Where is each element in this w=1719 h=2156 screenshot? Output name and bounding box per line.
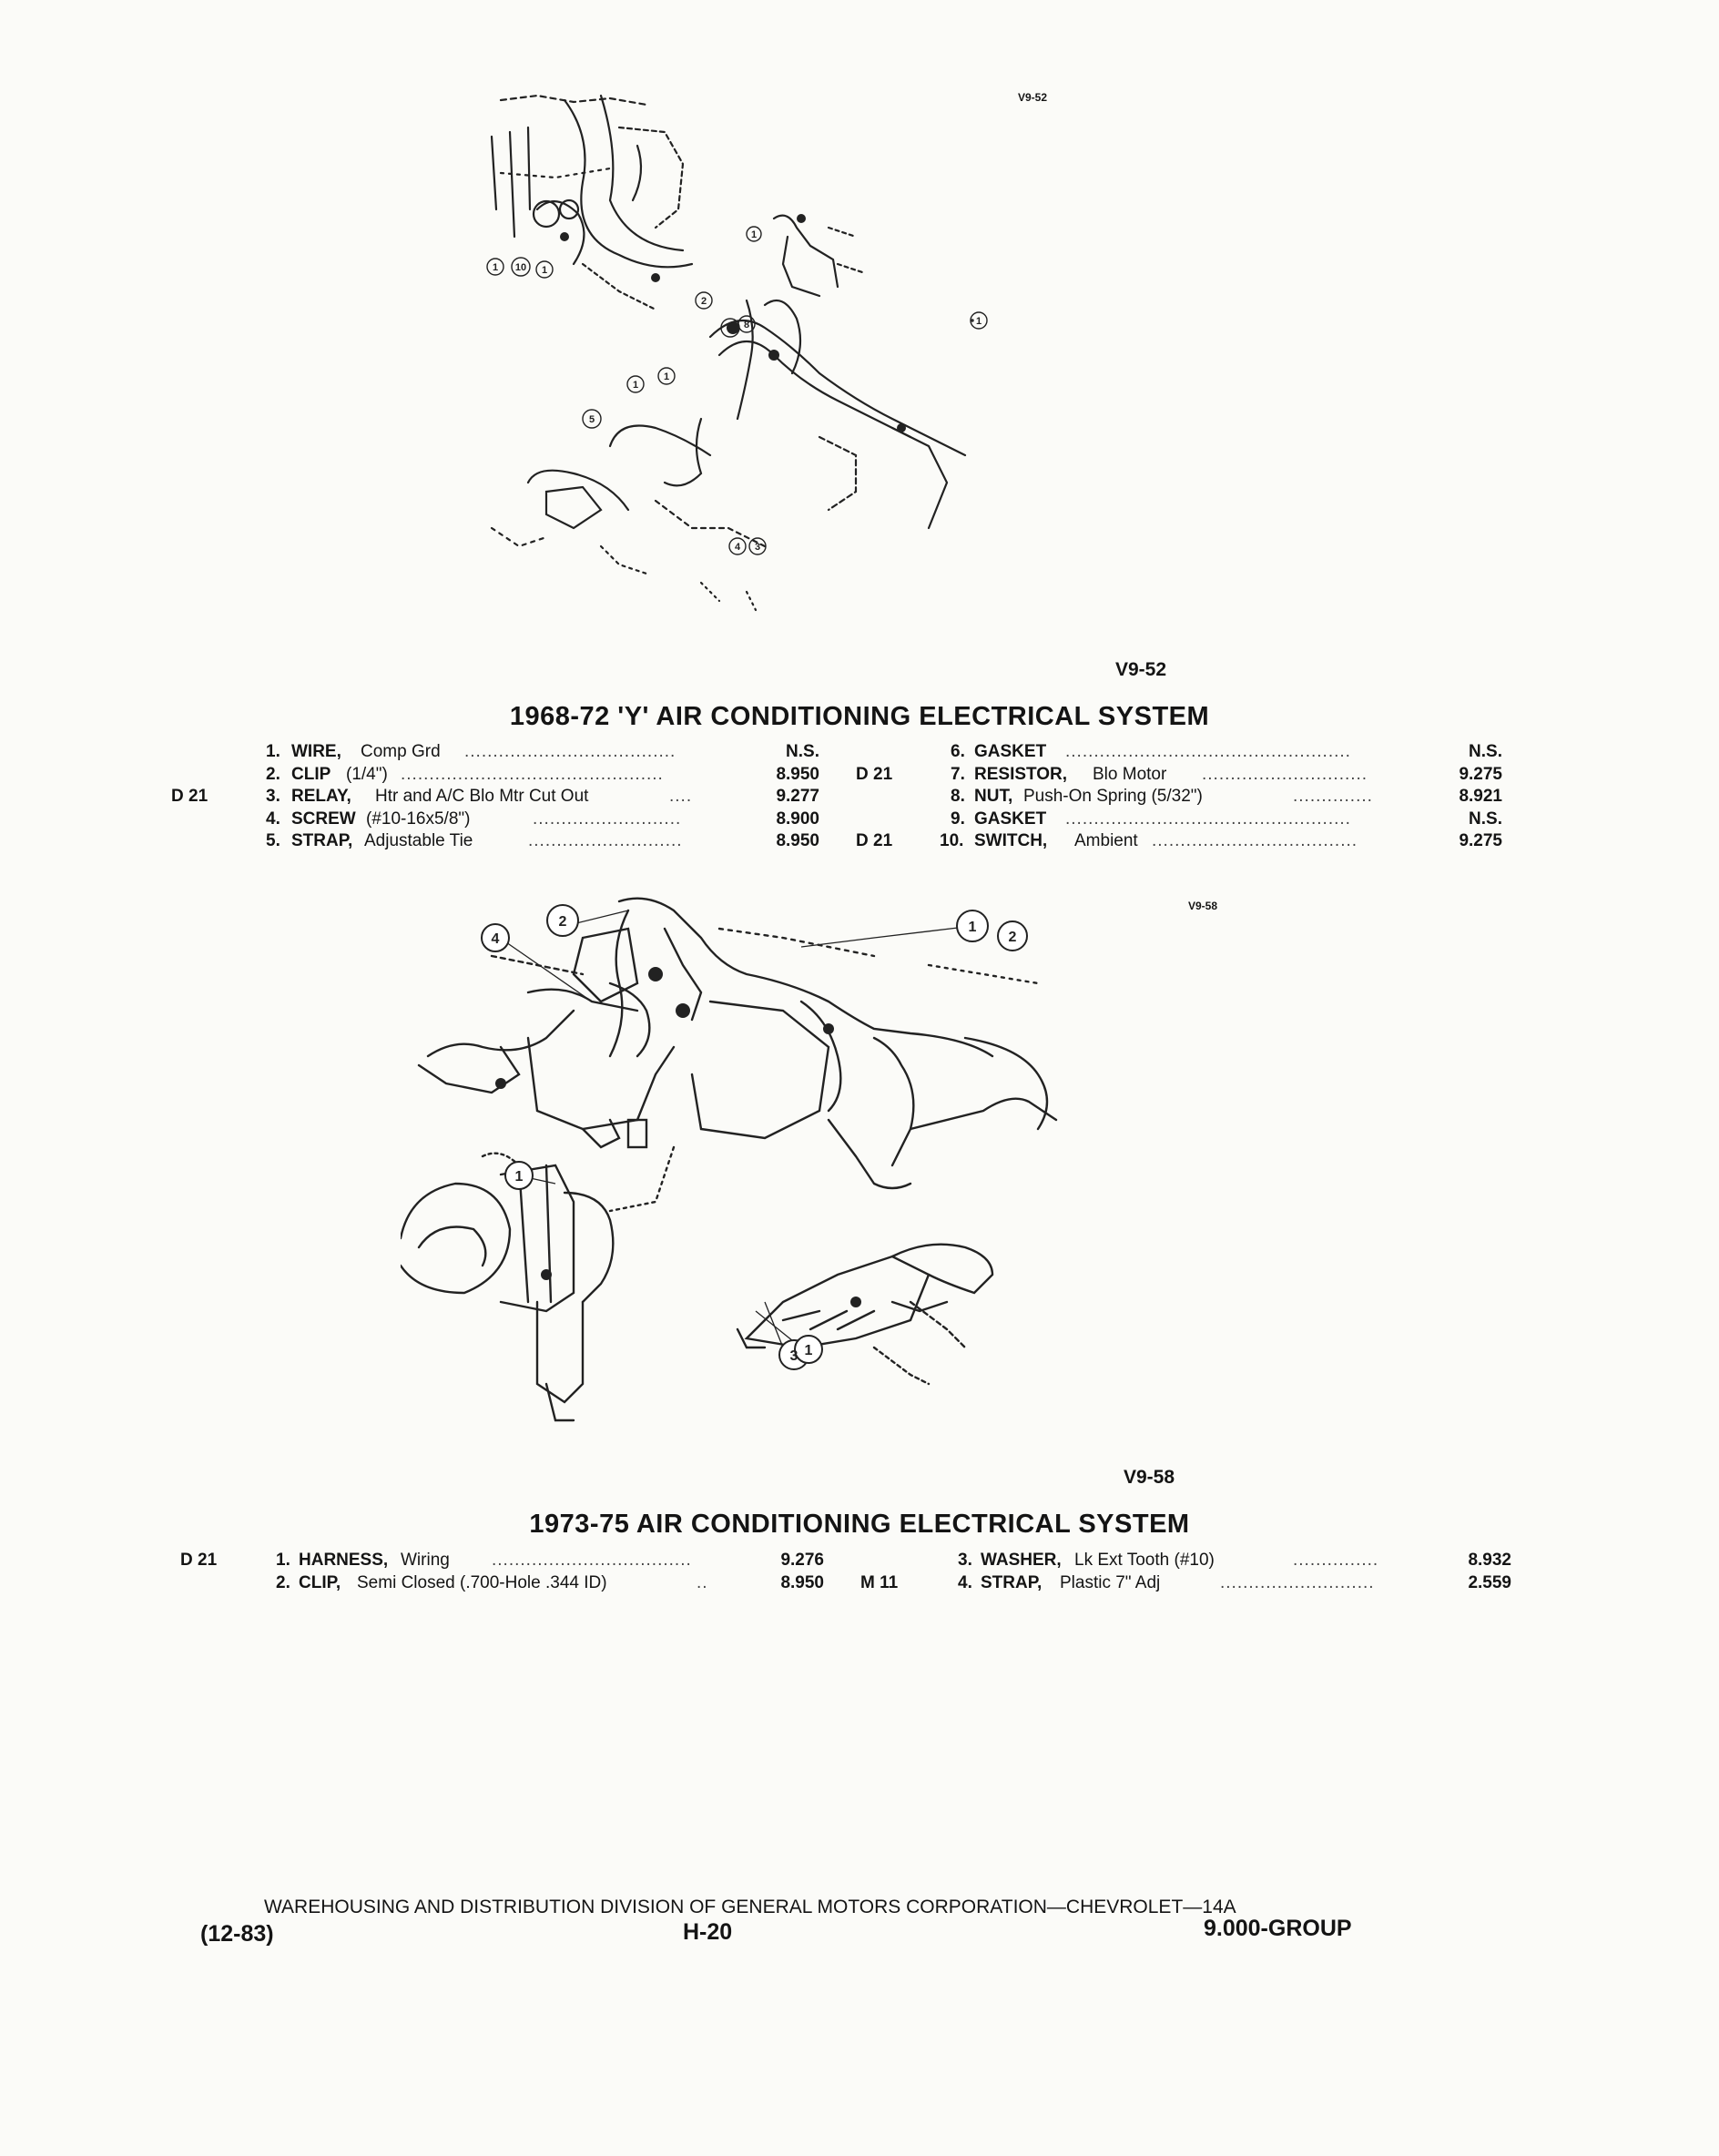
callout-label: 10	[514, 262, 527, 273]
callout-label: 1	[975, 316, 982, 327]
footer-division: WAREHOUSING AND DISTRIBUTION DIVISION OF GENERAL MOTORS CORPORATION—CHEVROLET—14A	[264, 1897, 1236, 1917]
footer-date: (12-83)	[200, 1921, 274, 1947]
callout-label: 1	[727, 323, 734, 334]
callout-label: 1	[541, 265, 548, 276]
callout-label: 5	[588, 414, 595, 425]
figure-v9-58	[401, 874, 1293, 1457]
callout-label: 2	[700, 296, 707, 307]
parts-list-1973-75: D 21 1. HARNESS, Wiring ................................... 9.276 2. CLIP, Semi Closed (.700-Hole .344 ID) .. 8.950 3. WASHER, Lk Ext Tooth (#10) ............... 8.932 M 11 4. STRAP, Plastic 7" Adj ........................... 2.559	[180, 1551, 1511, 1592]
parts-list-1968-72: 1. WIRE, Comp Grd ..................................... N.S. 2. CLIP (1/4") .............................................. 8.950 D 21 3. RELAY, Htr and A/C Blo Mtr Cut Out .... 9.277 4. SCREW (#10-16x5/8") .......................... 8.900 5. STRAP, Adjustable Tie ........................... 8.950 6. GASKET .................................................. N.S. D 21 7. RESISTOR, Blo Motor ............................. 9.275 8. NUT, Push-On Spring (5/32") .............. 8.921 9. GASKET .................................................. N.S. D 21 10. SWITCH, Ambient .................................... 9.275	[171, 742, 1502, 850]
callout-label: 1	[663, 371, 670, 382]
engine-wiring-illustration-2	[401, 874, 1293, 1457]
callout-label: 1	[968, 920, 977, 935]
figure-code: V9-58	[1124, 1467, 1175, 1488]
section-title: 1968-72 'Y' AIR CONDITIONING ELECTRICAL SYSTEM	[509, 702, 1210, 731]
callout-label: 4	[491, 931, 500, 947]
callout-label: 1	[492, 262, 499, 273]
footer-group: 9.000-GROUP	[1204, 1916, 1352, 1941]
callout-label: 1	[514, 1169, 524, 1185]
callout-label: 4	[734, 542, 741, 553]
figure-v9-52	[473, 55, 1129, 619]
engine-wiring-illustration-1	[473, 55, 1129, 619]
footer-page-number: H-20	[683, 1919, 733, 1945]
figure-code: V9-52	[1115, 659, 1167, 680]
callout-label: 8	[743, 320, 750, 331]
callout-label: 1	[632, 380, 639, 391]
callout-label: 3	[789, 1348, 798, 1364]
callout-label: 3	[754, 542, 761, 553]
callout-label: 1	[750, 229, 758, 240]
section-title: 1973-75 AIR CONDITIONING ELECTRICAL SYSTEM	[529, 1510, 1190, 1539]
callout-label: 1	[804, 1343, 813, 1358]
figure-corner-code: V9-52	[1018, 91, 1048, 104]
callout-label: 2	[1008, 930, 1017, 945]
callout-label: 2	[558, 914, 567, 930]
figure-corner-code: V9-58	[1188, 900, 1218, 912]
